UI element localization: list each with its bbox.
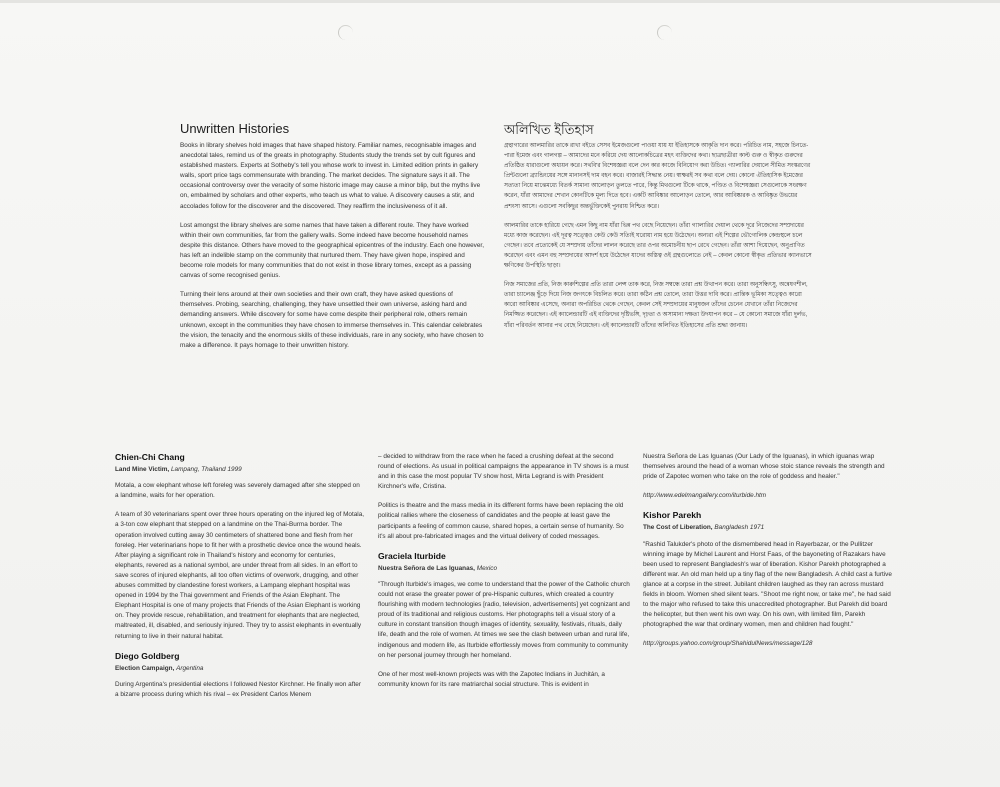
intro-bengali-paragraph: নিজ সমাজের প্রতি, নিজ কারুশিল্পের প্রতি তারা লেন্স তাক করে, নিজ সম্বন্ধে তারা প্রশ্ন উত্থাপন করে। তারা অনুসন্ধিৎসু, অন্বেষণশীল, তারা চ্যালেঞ্জ ছুঁড়ে দিয়ে নিজ জগৎকে বিচলিত করে। তারা কঠিন প্রশ্ন তোলে, তারা উত্তর দাবি করে। প্রান্তিক ভূমিকা সত্ত্বেও কারো কারো আবিষ্কার এসেছে, অন্যরা অপরিচিত থেকে গেছেন, কেবল সেই সম্প্রদায়ের মানুষজন তাঁদের চেনেন যেখানে তাঁরা নিজেদের নিমজ্জিত করেছেন। এই ক্যালেন্ডারটি এই ব্যক্তিদের দৃষ্টিভঙ্গি, দৃঢ়তা ও অসামান্য দক্ষতা উদযাপন করে – যে কোনো সমাজে যাঁরা দুর্লভ, যাঁরা পরিবর্তন আনার পথ বেছে নিয়েছেন। এই ক্যালেন্ডারটি তাঁদের অলিখিত ইতিহাসের প্রতি শ্রদ্ধা জানায়। — [504, 282, 808, 329]
photographer-name: Graciela Iturbide — [378, 550, 446, 561]
intro-english-paragraph: Turning their lens around at their own societies and their own craft, they have asked questions of themselves. Probing, searching, challenging, they have unsettled their own universe, asking hard and demanding answers. While discovery for some have come despite their peripheral role, others remain unknown, except in the communities they have chosen to immerse themselves in. This calendar celebrates the vision, the tenacity and the enormous skills of these individuals, rare in any society, who have chosen to make a difference. It pays homage to their unwritten history. — [180, 291, 484, 349]
binding-hole-left — [338, 25, 353, 40]
entry-paragraph: Motala, a cow elephant whose left foreleg was severely damaged after she stepped on a landmine, waits for her operation. — [115, 482, 360, 500]
work-caption: Land Mine Victim, Lampang, Thailand 1999 — [115, 466, 242, 474]
intro-title-english: Unwritten Histories — [180, 121, 290, 136]
binding-hole-right — [657, 25, 672, 40]
intro-english-paragraph: Books in library shelves hold images that have shaped history. Familiar names, recognisable images and anecdotal tales, remind us of the greats in photography. Students study the trends set by cult figures and established masters. Experts at Sotheby's tell you whose work to invest in. Limited edition prints in gallery walls, sport price tags commensurate with branding. The market decides. The signature says it all. The occasional controversy over the veracity of some historic image may cause a minor blip, but the myths live on, embalmed by scholars and other experts, who teach us what to value. A discovery causes a stir, and accolades follow for the discoverer and the discovered. They reaffirm the inclusiveness of it all. — [180, 142, 481, 210]
work-caption: Nuestra Señora de Las Iguanas, Mexico — [378, 564, 497, 572]
entry-paragraph: During Argentina's presidential elections I followed Nestor Kirchner. He finally won after a bizarre process during which his rival – ex President Carlos Menem — [115, 680, 361, 698]
bottom-column-1 — [115, 452, 365, 709]
page-top-edge — [0, 0, 1000, 3]
photographer-name: Chien-Chi Chang — [115, 452, 185, 462]
photographer-name: Kishor Parekh — [643, 510, 702, 521]
photographer-name: Diego Goldberg — [115, 650, 180, 661]
bottom-column-2 — [378, 452, 630, 699]
work-caption: The Cost of Liberation, Bangladesh 1971 — [643, 524, 765, 532]
entry-paragraph: "Through Iturbide's images, we come to understand that the power of the Catholic church could not erase the greater power of pre-Hispanic cultures, which created a country flourishing with modern technologies [radio, television, advertisements] yet cognizant and proud of its traditional and religious customs. Her photographs tell a visual story of a culture in constant transition though images of identity, sexuality, festivals, rituals, daily life, death and the role of women. At times we see the clash between urban and rural life, indigenous and modern life, as Iturbide effortlessly moves from community to community on her personal journey through her homeland. — [378, 580, 630, 659]
entry-paragraph: "Rashid Talukder's photo of the dismembered head in Rayerbazar, or the Pullitzer winning image by Michel Laurent and Horst Faas, of the bayoneting of Razakars have been used to represent Bangladesh's war of liberation. Kishor Parekh photographed a different war. An old man held up a tiny flag of the new Bangladesh. A child cast a furtive glance at a corpse in the street. Jubilant children laughed as they ran across mustard fields in bloom. Women shed silent tears. "Shoot me right now, or take me", he had said to the major who refused to take this unaccredited photographer. But Parekh did board the helicopter, but then went his own way. On his own, with limited film, Parekh photographed the war that ordinary women, men and children had fought." — [643, 540, 892, 629]
intro-bengali-paragraph: গ্রন্থাগারের আলমারির তাকে রাখা বইতে সেসব ইমেজগুলো পাওয়া যায় যা ইতিহাসকে আকৃতি দান করে। পরিচিত নাম, সহজে চিনতে-পারা ইমেজ এবং গালগল্প – আমাদের মনে করিয়ে দেয় আলোকচিত্রের মহৎ ব্যক্তিদের কথা। ছাত্রছাত্রীরা কাল্ট গুরু ও স্বীকৃত গুরুদের প্রতিষ্ঠিত ধারাগুলো অধ্যয়ন করে। সথবি'র বিশেষজ্ঞরা বলে দেন কার কাজে বিনিয়োগ করা উচিত। গ্যালারির দেয়ালে সীমিত সংস্করণের প্রিন্টগুলো ব্র্যান্ডিংয়ের সঙ্গে মানানসই দাম বহন করে। বাজারই সিদ্ধান্ত নেয়। স্বাক্ষরই সব কথা বলে দেয়। কোনো ঐতিহাসিক ইমেজের সত্যতা নিয়ে মাঝেমধ্যে বিতর্ক সামান্য আলোড়ন তুলতে পারে, কিন্তু মিথগুলো টিকে থাকে, পণ্ডিত ও বিশেষজ্ঞরা সেগুলোকে সংরক্ষণ করেন, যাঁরা আমাদের শেখান কোনটিকে মূল্য দিতে হবে। একটি আবিষ্কার আলোড়ন তোলে, আর আবিষ্কারক ও আবিষ্কৃত উভয়ের প্রশংসা আসে। এগুলো সবকিছুর অন্তর্ভুক্তিকেই পুনরায় নিশ্চিত করে। — [504, 143, 811, 210]
source-link[interactable]: http://groups.yahoo.com/group/ShahidulNews/message/128 — [643, 640, 813, 648]
intro-bengali-paragraph: আলমারির তাকে হারিয়ে গেছে এমন কিছু নাম যাঁরা ভিন্ন পথ বেছে নিয়েছেন। তাঁরা গ্যালারির দেয়াল থেকে দূরে নিজেদের সম্প্রদায়ের মধ্যে কাজ করেছেন। এই দূরত্ব সত্ত্বেও কেউ কেউ সত্যিই ঘরোয়া নাম হয়ে উঠেছেন। অন্যরা এই শিল্পের ভৌগোলিক কেন্দ্রস্থলে চলে গেছেন। তবে প্রত্যেকেই যে সম্প্রদায় তাঁদের লালন করেছে তার ওপর অমোচনীয় ছাপ রেখে গেছেন। তাঁরা আশা দিয়েছেন, অনুপ্রাণিত করেছেন এবং এমন বহু সম্প্রদায়ের আদর্শ হয়ে উঠেছেন যাদের অস্তিত্ব ওই গ্রন্থগুলোতে নেই – কেবল কোনো স্বীকৃত প্রতিভার ক্যানভাসে ক্ষণিকের উপস্থিতি ছাড়া। — [504, 222, 812, 270]
intro-title-bengali: অলিখিত ইতিহাস — [504, 122, 594, 137]
work-caption: Election Campaign, Argentina — [115, 664, 204, 672]
bottom-column-3 — [643, 452, 893, 659]
entry-paragraph: Politics is theatre and the mass media in its different forms have been replacing the old political rallies where the closeness of candidates and the people at least gave the participants a feeling of common cause, shared hopes, a certain sense of humanity. So it's all about pre-fabricated images and the virtual delivery of coded messages. — [378, 502, 624, 540]
source-link[interactable]: http://www.edelmangallery.com/iturbide.htm — [643, 492, 767, 500]
entry-paragraph: Nuestra Señora de Las Iguanas (Our Lady of the Iguanas), in which iguanas wrap themselves around the head of a woman whose stoic stance reveals the strength and pride of Zapotec women who take on the role of goddess and healer." — [643, 453, 885, 481]
intro-bengali-column — [504, 141, 814, 340]
entry-paragraph: – decided to withdraw from the race when he faced a crushing defeat at the second round of elections. As usual in political campaigns the appearance in TV shows is a must and in this case the most popular TV show host, Mirta Legrand is with President Kirchner's wife, Cristina. — [378, 453, 629, 491]
entry-paragraph: A team of 30 veterinarians spent over three hours operating on the injured leg of Motala, a 3-ton cow elephant that stepped on a landmine on the Thai-Burma border. The operation involved cutting away 30 centimeters of shattered bone and flesh from her foreleg. Her veterinarians hope to fit her with a prosthetic device once the wound heals. After playing a significant role in Thailand's history and economy for centuries, elephants, revered as a national symbol, are under threat from all sides. In an effort to save scores of injured elephants, all too often victims of overwork, drugging, and other abuses committed by clandestine forest workers, a Lampang elephant hospital was opened in 1994 by the Thai government and Friends of the Asian Elephant. The Elephant Hospital is one of many projects that Friends of the Asian Elephant is working on. They provide rescue, rehabilitation, and treatment for elephants that are neglected, maltreated, ill, disabled, and seriously injured. They try to assist elephants in eventually returning to live in their natural habitat. — [115, 511, 365, 640]
intro-english-column — [180, 141, 484, 360]
entry-paragraph: One of her most well-known projects was with the Zapotec Indians in Juchitán, a community known for its rare matriarchal social structure. This is evident in — [378, 670, 605, 688]
intro-english-paragraph: Lost amongst the library shelves are some names that have taken a different route. They have worked within their own communities, far from the gallery walls. Some indeed have become household names despite this distance. Others have moved to the geographical epicentres of the industry. Each one however, has left an indelible stamp on the community that nurtured them. They have given hope, inspired and become role models for many communities that do not exist in those library tomes, except as a passing canvas of some recognised genius. — [180, 221, 484, 280]
